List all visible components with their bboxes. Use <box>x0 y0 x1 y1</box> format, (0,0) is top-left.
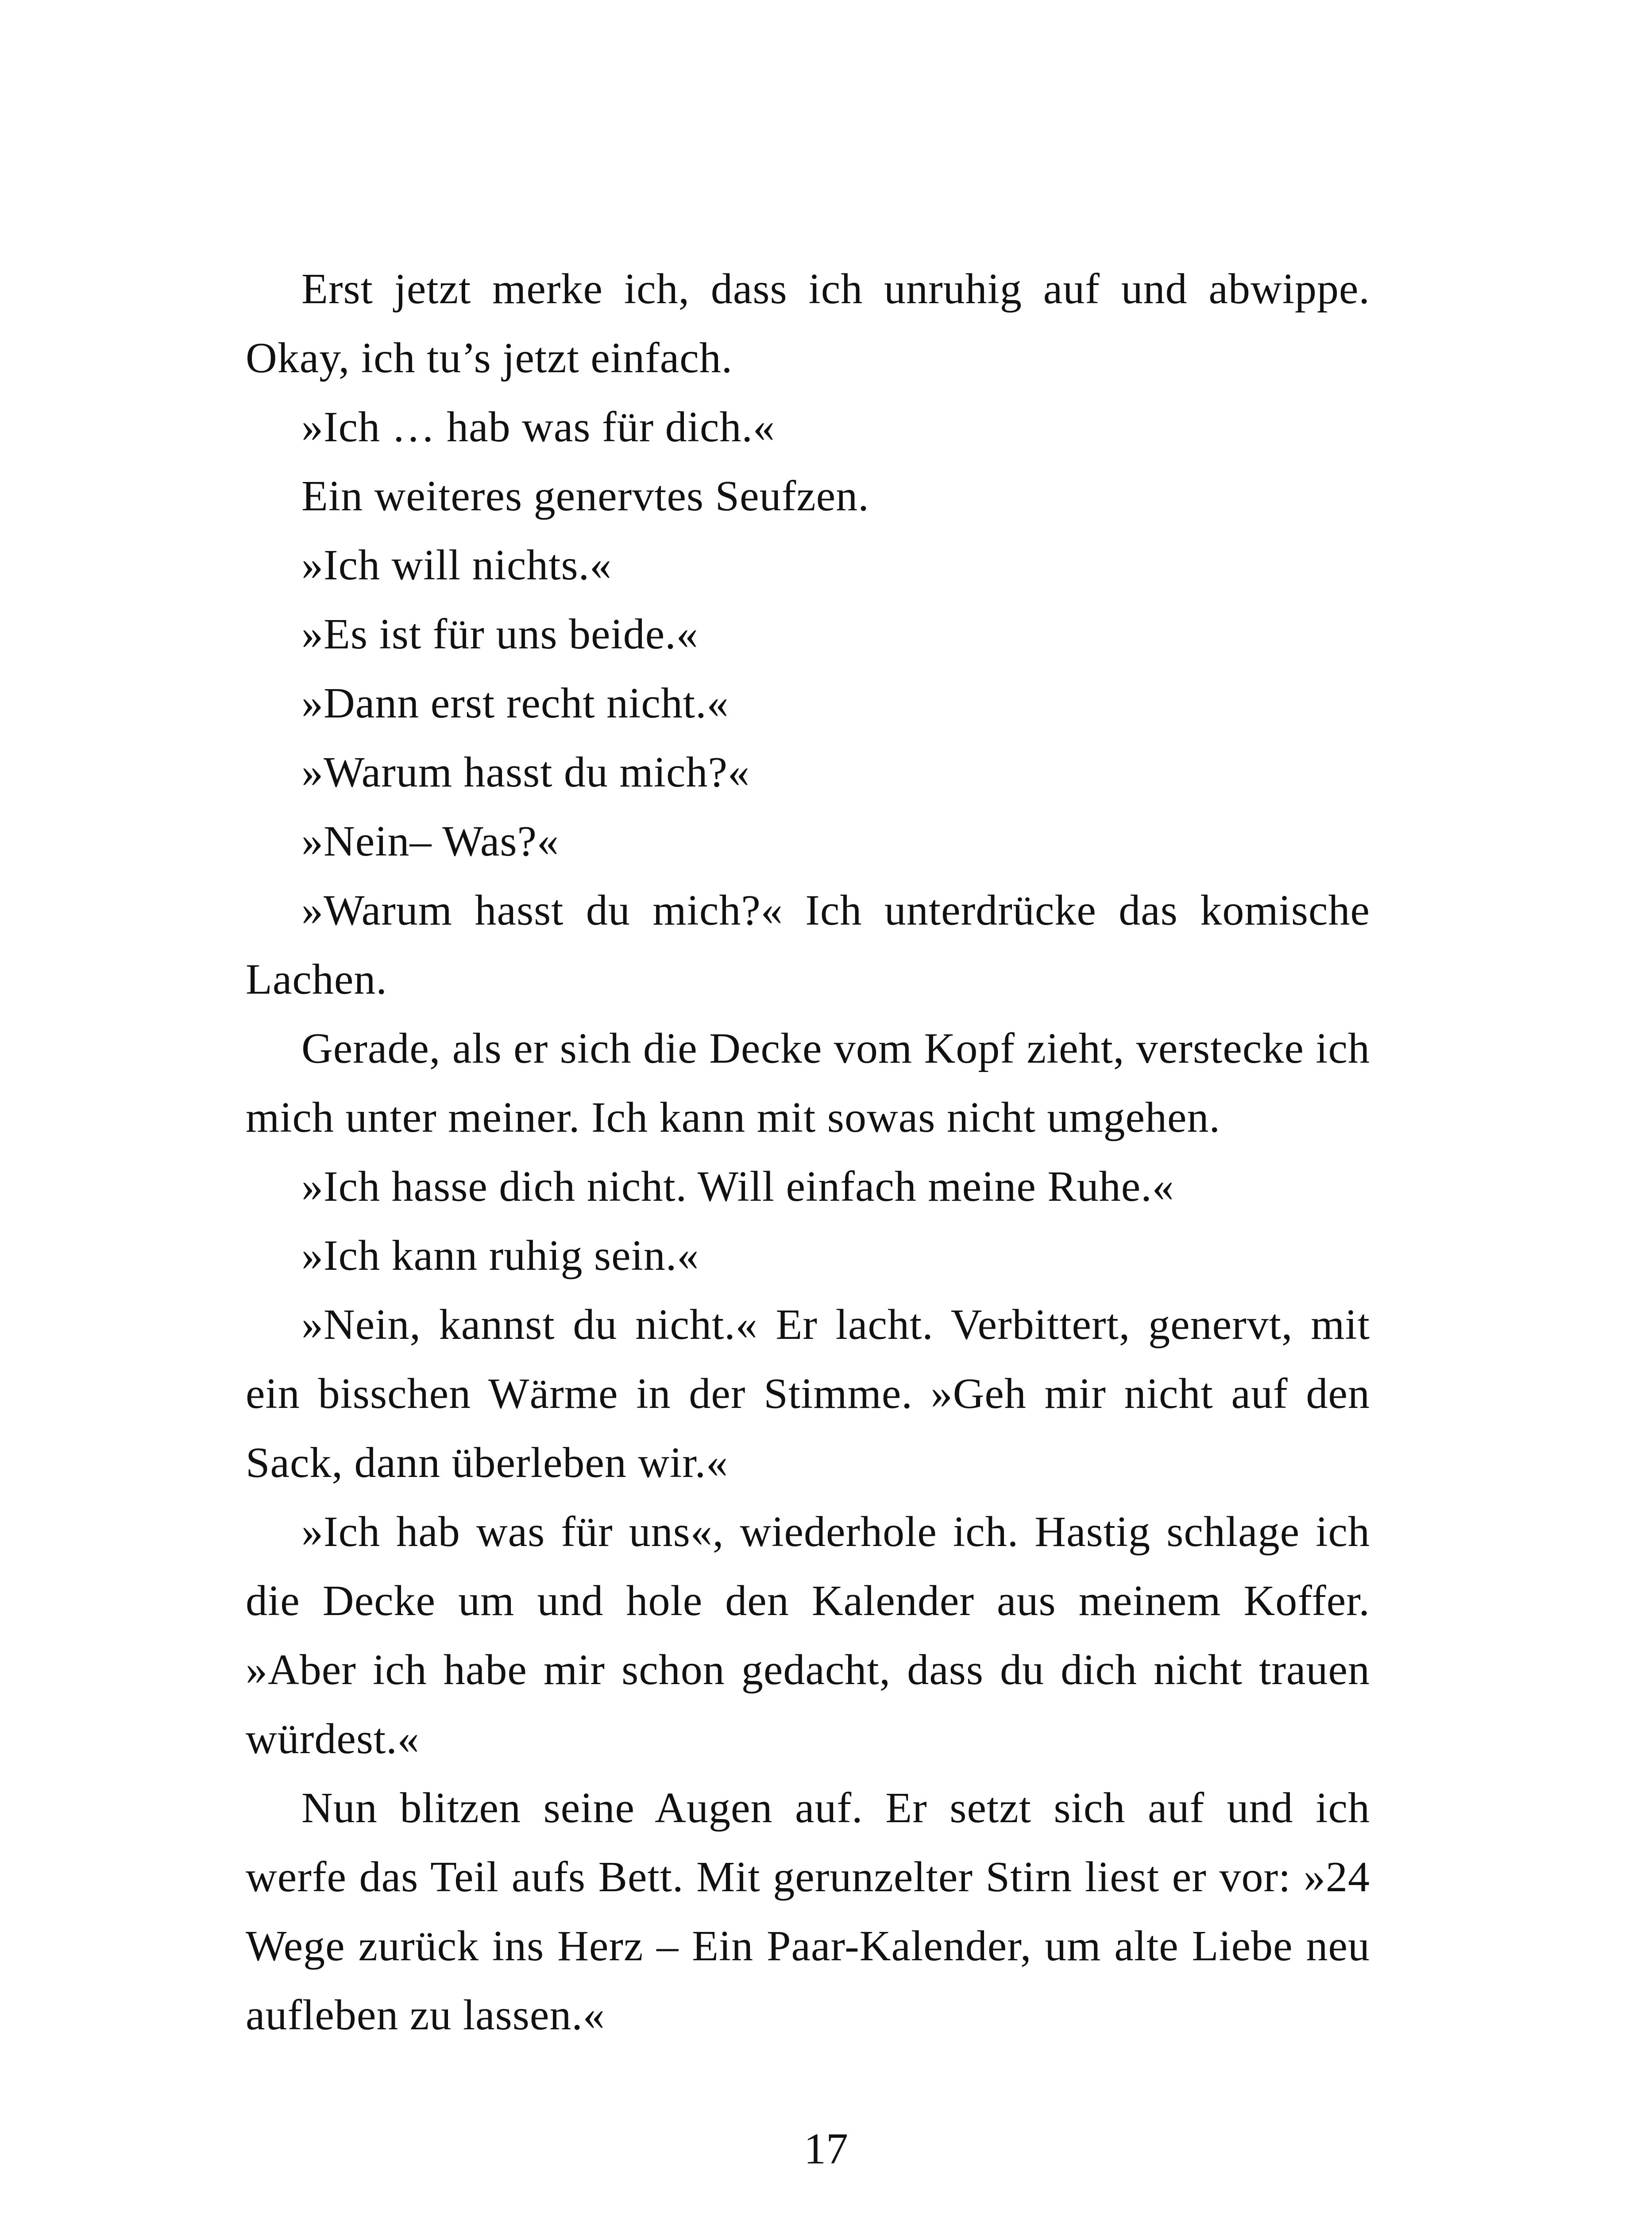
paragraph: »Warum hasst du mich?« <box>301 748 750 796</box>
paragraph: »Warum hasst du mich?« Ich unterdrücke das komische Lachen. <box>246 887 1370 1003</box>
paragraph: »Ich hab was für uns«, wiederhole ich. Hastig schlage ich die Decke um und hole den Kalender aus meinem Koffer. »Aber ich habe mir schon gedacht, dass du dich nicht trauen würdest.« <box>246 1508 1370 1763</box>
paragraph: Gerade, als er sich die Decke vom Kopf zieht, verstecke ich mich unter meiner. Ich kann mit sowas nicht umgehen. <box>246 1025 1370 1141</box>
paragraph: »Dann erst recht nicht.« <box>301 679 729 727</box>
paragraph: Ein weiteres genervtes Seufzen. <box>301 472 869 520</box>
paragraph: »Nein– Was?« <box>301 817 560 865</box>
paragraph: »Ich kann ruhig sein.« <box>301 1232 699 1280</box>
paragraph: Nun blitzen seine Augen auf. Er setzt sich auf und ich werfe das Teil aufs Bett. Mit gerunzelter Stirn liest er vor: »24 Wege zurück ins Herz – Ein Paar-Kalender, um alte Liebe neu aufleben zu lassen.« <box>246 1784 1370 2039</box>
paragraph: »Es ist für uns beide.« <box>301 610 699 658</box>
paragraph: »Ich hasse dich nicht. Will einfach meine Ruhe.« <box>301 1163 1174 1211</box>
paragraph: »Ich will nichts.« <box>301 541 612 589</box>
paragraph: Erst jetzt merke ich, dass ich unruhig auf und abwippe. Okay, ich tu’s jetzt einfach. <box>246 265 1370 382</box>
body-text <box>246 254 1370 2050</box>
paragraph: »Nein, kannst du nicht.« Er lacht. Verbittert, genervt, mit ein bisschen Wärme in der Stimme. »Geh mir nicht auf den Sack, dann überleben wir.« <box>246 1301 1370 1487</box>
page-number: 17 <box>804 2124 848 2173</box>
paragraph: »Ich … hab was für dich.« <box>301 403 776 451</box>
